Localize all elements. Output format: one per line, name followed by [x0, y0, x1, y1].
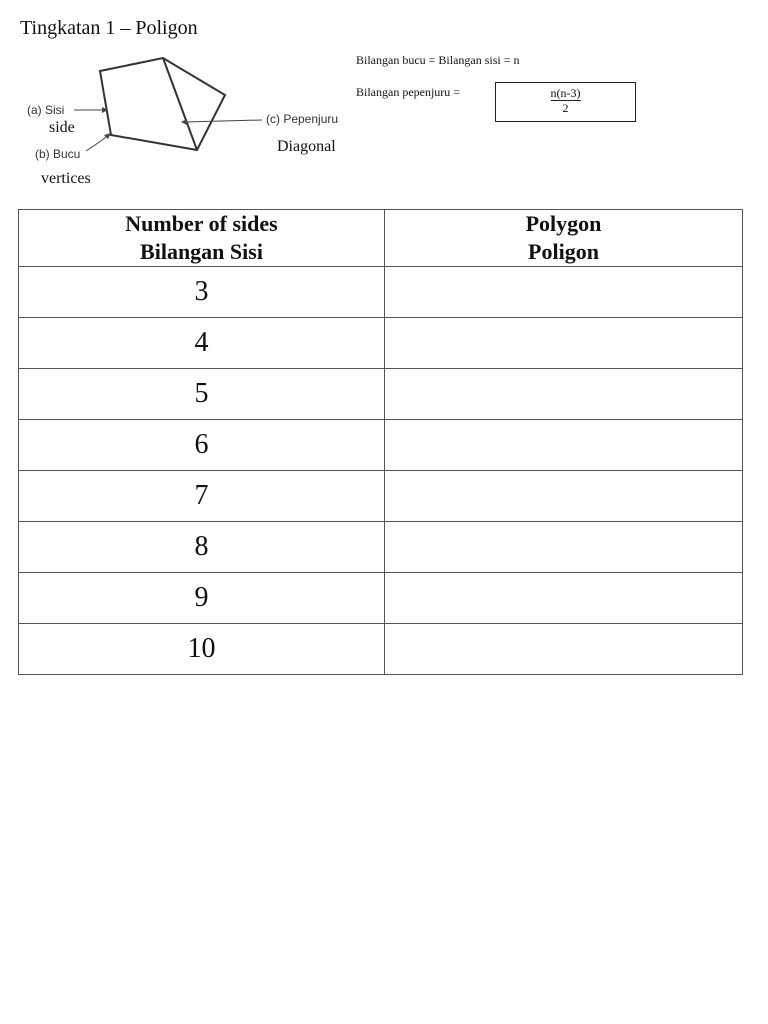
header-sides-en: Number of sides — [125, 211, 278, 236]
label-sisi: (a) Sisi — [27, 103, 65, 117]
diagonal-formula-box — [495, 82, 636, 122]
diagonal-formula-label: Bilangan pepenjuru = — [356, 85, 461, 99]
label-pepenjuru: (c) Pepenjuru — [266, 112, 339, 126]
sides-cell: 7 — [19, 471, 385, 522]
arrow-pepenjuru — [184, 120, 262, 122]
label-bucu: (b) Bucu — [35, 147, 81, 161]
table-row — [19, 471, 743, 522]
sides-cell: 8 — [19, 522, 385, 573]
sides-cell: 4 — [19, 318, 385, 369]
sides-cell: 3 — [19, 267, 385, 318]
label-side: side — [49, 119, 75, 136]
vertices-formula: Bilangan bucu = Bilangan sisi = n — [356, 53, 520, 67]
sides-cell: 9 — [19, 573, 385, 624]
table-row — [19, 420, 743, 471]
label-vertices: vertices — [41, 170, 91, 187]
header-polygon-ms: Poligon — [528, 239, 599, 264]
polygon-table — [18, 209, 743, 675]
table-row — [19, 624, 743, 675]
diagonal-line — [163, 58, 197, 150]
polygon-cell[interactable] — [385, 267, 743, 318]
polygon-cell[interactable] — [385, 522, 743, 573]
pentagon-shape — [100, 58, 225, 150]
formula-denominator: 2 — [562, 101, 569, 115]
table-header-row — [19, 210, 743, 267]
polygon-cell[interactable] — [385, 624, 743, 675]
polygon-cell[interactable] — [385, 420, 743, 471]
label-diagonal: Diagonal — [277, 138, 336, 155]
header-number-of-sides — [19, 210, 385, 267]
arrow-pepenjuru-head — [181, 119, 187, 125]
polygon-diagram — [20, 50, 360, 195]
header-polygon-en: Polygon — [525, 211, 602, 236]
polygon-cell[interactable] — [385, 471, 743, 522]
header-sides-ms: Bilangan Sisi — [140, 239, 263, 264]
sides-cell: 10 — [19, 624, 385, 675]
table-row — [19, 267, 743, 318]
polygon-cell[interactable] — [385, 369, 743, 420]
formula-numerator: n(n-3) — [550, 86, 581, 100]
sides-cell: 6 — [19, 420, 385, 471]
table-row — [19, 573, 743, 624]
table-row — [19, 369, 743, 420]
polygon-cell[interactable] — [385, 318, 743, 369]
polygon-cell[interactable] — [385, 573, 743, 624]
sides-cell: 5 — [19, 369, 385, 420]
table-row — [19, 522, 743, 573]
header-polygon — [385, 210, 743, 267]
table-row — [19, 318, 743, 369]
page-title: Tingkatan 1 – Poligon — [20, 17, 198, 39]
